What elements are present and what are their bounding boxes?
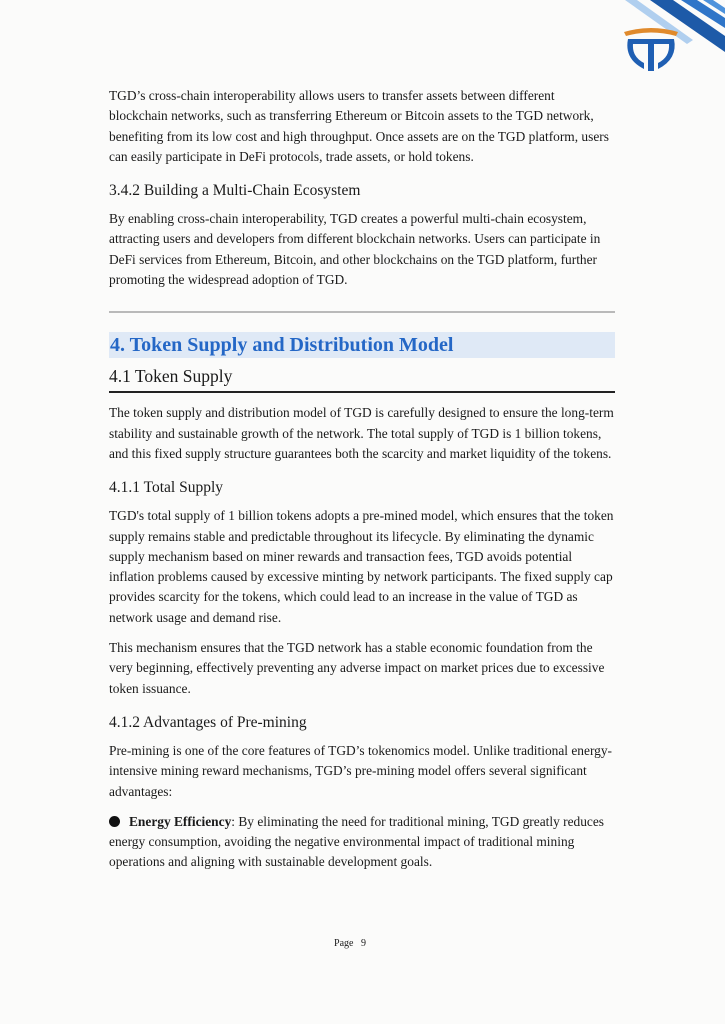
section-3-4-2-body: By enabling cross-chain interoperability, TGD creates a powerful multi-chain ecosystem, attracting users and developers from different blockchain networks. Users can participate in DeFi services from Ethereum, Bitcoin, and other blockchains on the TGD platform, further promoting the widespread adoption of TGD. [109,211,601,288]
section-4-1-1-heading: 4.1.1 Total Supply [109,479,224,497]
section-4-1-2-body: Pre-mining is one of the core features of TGD’s tokenomics model. Unlike traditional energy-intensive mining reward mechanisms, TGD’s pre-mining model offers several significant advantages: [109,742,613,799]
tgd-logo-icon [622,25,680,73]
section-4-1-1-body-1: TGD's total supply of 1 billion tokens adopts a pre-mined model, which ensures that the token supply remains stable and predictable throughout its lifecycle. By eliminating the dynamic supply mechanism based on miner rewards and transaction fees, TGD avoids potential inflation problems caused by excessive minting by network participants. The fixed supply cap provides scarcity for the tokens, which could lead to an increase in the value of TGD as network usage and demand rise. [109,508,614,625]
page-label: Page [334,938,354,949]
section-3-4-1-body: TGD’s cross-chain interoperability allows users to transfer assets between different blockchain networks, such as transferring Ethereum or Bitcoin assets to the TGD network, benefiting from its low cost and high throughput. Once assets are on the TGD platform, users can easily participate in DeFi protocols, trade assets, or hold tokens. [109,88,609,164]
page-footer [0,938,700,949]
page-content [109,86,615,873]
page-number: 9 [360,938,366,949]
bullet-energy-efficiency [109,812,615,873]
section-4-1-1-body-2: This mechanism ensures that the TGD network has a stable economic foundation from the very beginning, effectively preventing any adverse impact on market prices due to excessive token issuance. [109,640,605,696]
bullet-text: : By eliminating the need for traditional mining, TGD greatly reduces energy consumption, avoiding the negative environmental impact of traditional mining operations and aligning with sustainable development goals. [109,813,605,870]
section-3-4-2-heading: 3.4.2 Building a Multi-Chain Ecosystem [109,182,361,200]
section-4-1-body: The token supply and distribution model of TGD is carefully designed to ensure the long-term stability and sustainable growth of the network. The total supply of TGD is 1 billion tokens, and this fixed supply structure guarantees both the scarcity and market liquidity of the tokens. [109,405,614,461]
section-4-heading: 4. Token Supply and Distribution Model [109,332,615,358]
section-divider [109,311,615,313]
section-4-1-2-heading: 4.1.2 Advantages of Pre-mining [109,713,307,731]
section-4-1-heading: 4.1 Token Supply [109,366,233,387]
bullet-dot-icon [109,816,120,827]
heading-underline [109,391,615,393]
bullet-label: Energy Efficiency [129,813,232,829]
